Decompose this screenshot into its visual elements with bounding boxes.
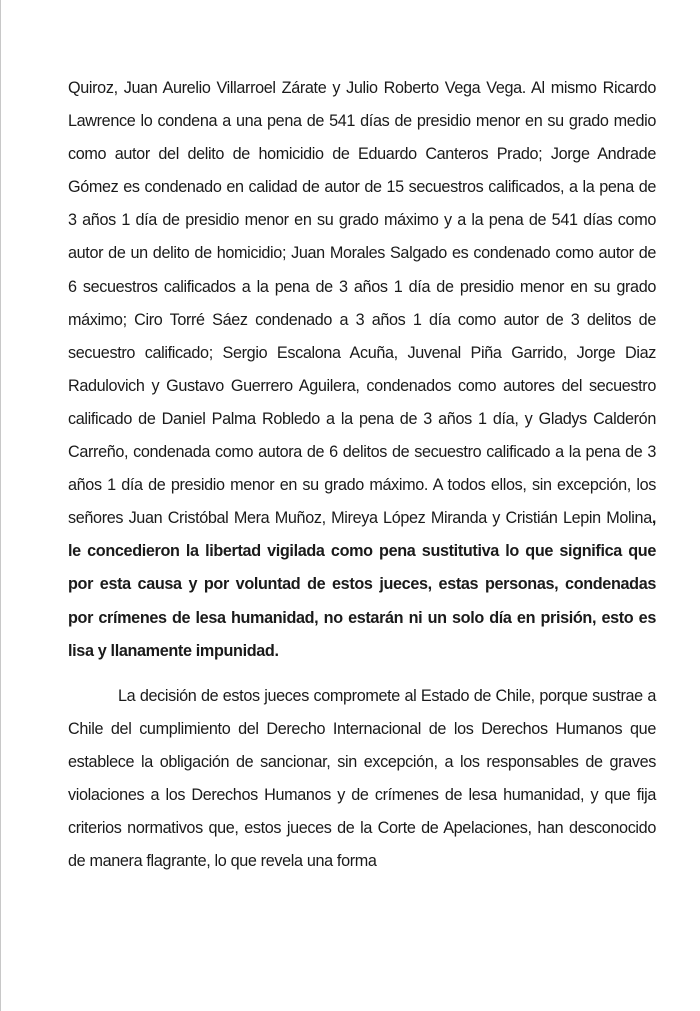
paragraph-1-bold-text: , le concedieron la libertad vigilada como pena sustitutiva lo que significa que por esta causa y por voluntad de estos jueces, estas personas, condenadas por crímenes de lesa humanidad, no estarán ni un solo día en prisión, esto es lisa y llanamente impunidad.	[68, 509, 656, 660]
paragraph-2-text: La decisión de estos jueces compromete al Estado de Chile, porque sustrae a Chile del cumplimiento del Derecho Internacional de los Derechos Humanos que establece la obligación de sancionar, sin excepción, a los responsables de graves violaciones a los Derechos Humanos y de crímenes de lesa humanidad, y que fija criterios normativos que, estos jueces de la Corte de Apelaciones, han desconocido de manera flagrante, lo que revela una forma	[68, 686, 656, 871]
paragraph-1	[68, 72, 656, 668]
paragraph-2	[68, 680, 656, 879]
document-body	[68, 72, 656, 878]
page-edge	[0, 0, 1, 1011]
paragraph-1-text: Quiroz, Juan Aurelio Villarroel Zárate y Julio Roberto Vega Vega. Al mismo Ricardo Lawrence lo condena a una pena de 541 días de presidio menor en su grado medio como autor del delito de homicidio de Eduardo Canteros Prado; Jorge Andrade Gómez es condenado en calidad de autor de 15 secuestros calificados, a la pena de 3 años 1 día de presidio menor en su grado máximo y a la pena de 541 días como autor de un delito de homicidio; Juan Morales Salgado es condenado como autor de 6 secuestros calificados a la pena de 3 años 1 día de presidio menor en su grado máximo; Ciro Torré Sáez condenado a 3 años 1 día como autor de 3 delitos de secuestro calificado; Sergio Escalona Acuña, Juvenal Piña Garrido, Jorge Diaz Radulovich y Gustavo Guerrero Aguilera, condenados como autores del secuestro calificado de Daniel Palma Robledo a la pena de 3 años 1 día, y Gladys Calderón Carreño, condenada como autora de 6 delitos de secuestro calificado a la pena de 3 años 1 día de presidio menor en su grado máximo. A todos ellos, sin excepción, los señores Juan Cristóbal Mera Muñoz, Mireya López Miranda y Cristián Lepin Molina	[68, 79, 656, 528]
